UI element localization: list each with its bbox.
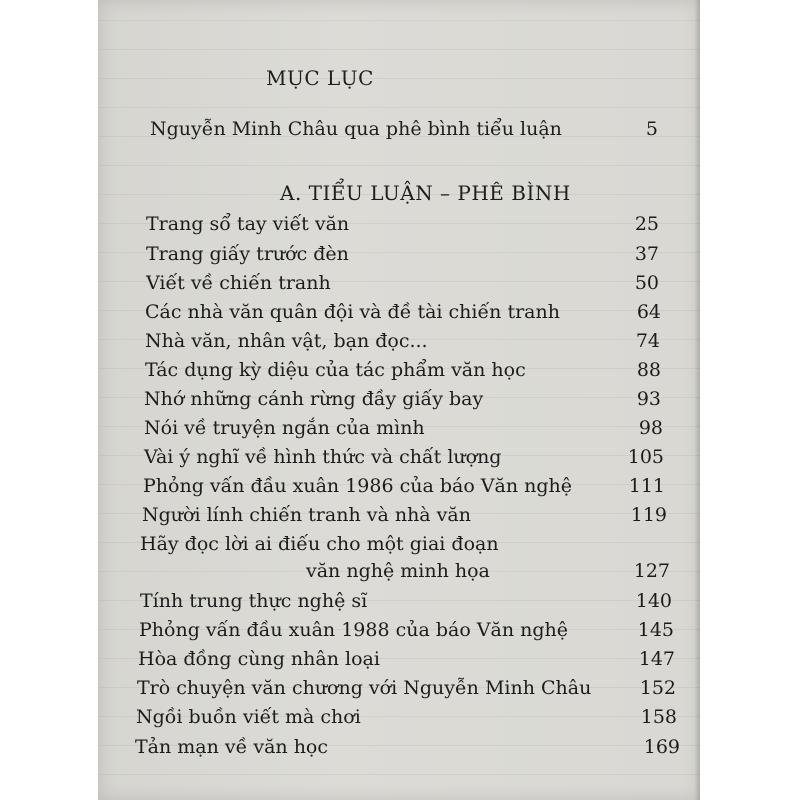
toc-entry-page: 98	[638, 417, 663, 439]
toc-entry-title: Tác dụng kỳ diệu của tác phẩm văn học	[145, 359, 526, 381]
toc-entry-page: 105	[627, 446, 664, 468]
toc-entry-page: 37	[634, 243, 659, 265]
toc-entry-page: 152	[639, 677, 676, 699]
toc-entry-title: Phỏng vấn đầu xuân 1986 của báo Văn nghệ	[143, 475, 573, 497]
toc-entry-title: Trang giấy trước đèn	[146, 243, 349, 265]
toc-entry-page: 64	[636, 301, 661, 323]
toc-entry-page: 111	[628, 475, 665, 497]
page-title: MỤC LỤC	[266, 66, 374, 90]
toc-entry-title: Trang sổ tay viết văn	[146, 213, 350, 235]
toc-intro-page: 5	[645, 118, 658, 140]
toc-entry-title: Ngồi buồn viết mà chơi	[136, 706, 361, 728]
toc-entry-title: Trò chuyện văn chương với Nguyễn Minh Châu	[137, 677, 592, 699]
toc-entry-page: 119	[630, 504, 667, 526]
toc-entry-page: 74	[635, 330, 660, 352]
toc-entry-page: 145	[637, 619, 674, 641]
toc-entry-title: Nói về truyện ngắn của mình	[144, 417, 425, 439]
toc-entry-title: Nhớ những cánh rừng đầy giấy bay	[144, 388, 484, 410]
section-heading: A. TIỂU LUẬN – PHÊ BÌNH	[280, 181, 571, 205]
toc-entry-title: Tản mạn về văn học	[135, 736, 329, 758]
toc-entry-title: Phỏng vấn đầu xuân 1988 của báo Văn nghệ	[139, 619, 569, 641]
toc-entry-page: 140	[635, 590, 672, 612]
toc-entry-title: Hãy đọc lời ai điếu cho một giai đoạn	[140, 533, 499, 555]
toc-entry-title: Các nhà văn quân đội và đề tài chiến tranh	[145, 301, 560, 323]
toc-entry-page: 93	[636, 388, 661, 410]
toc-entry-page: 25	[634, 213, 659, 235]
toc-entry-title: Nhà văn, nhân vật, bạn đọc...	[145, 330, 428, 352]
toc-entry-page: 50	[634, 272, 659, 294]
toc-entry-title: Viết về chiến tranh	[146, 272, 331, 294]
toc-intro-title: Nguyễn Minh Châu qua phê bình tiểu luận	[150, 118, 562, 140]
toc-entry-title: Tính trung thực nghệ sĩ	[140, 590, 368, 612]
toc-intro-entry	[150, 118, 640, 140]
toc-entry-page: 169	[643, 736, 680, 758]
toc-entry-title: văn nghệ minh họa	[306, 560, 490, 582]
toc-entry-page: 158	[640, 706, 677, 728]
toc-entry-page: 88	[636, 359, 661, 381]
toc-entry-title: Người lính chiến tranh và nhà văn	[142, 504, 471, 526]
toc-entry-title: Vài ý nghĩ về hình thức và chất lượng	[144, 446, 502, 468]
toc-entry-page: 147	[638, 648, 675, 670]
toc-entry-page: 127	[633, 560, 670, 582]
toc-entry-title: Hòa đồng cùng nhân loại	[138, 648, 380, 670]
